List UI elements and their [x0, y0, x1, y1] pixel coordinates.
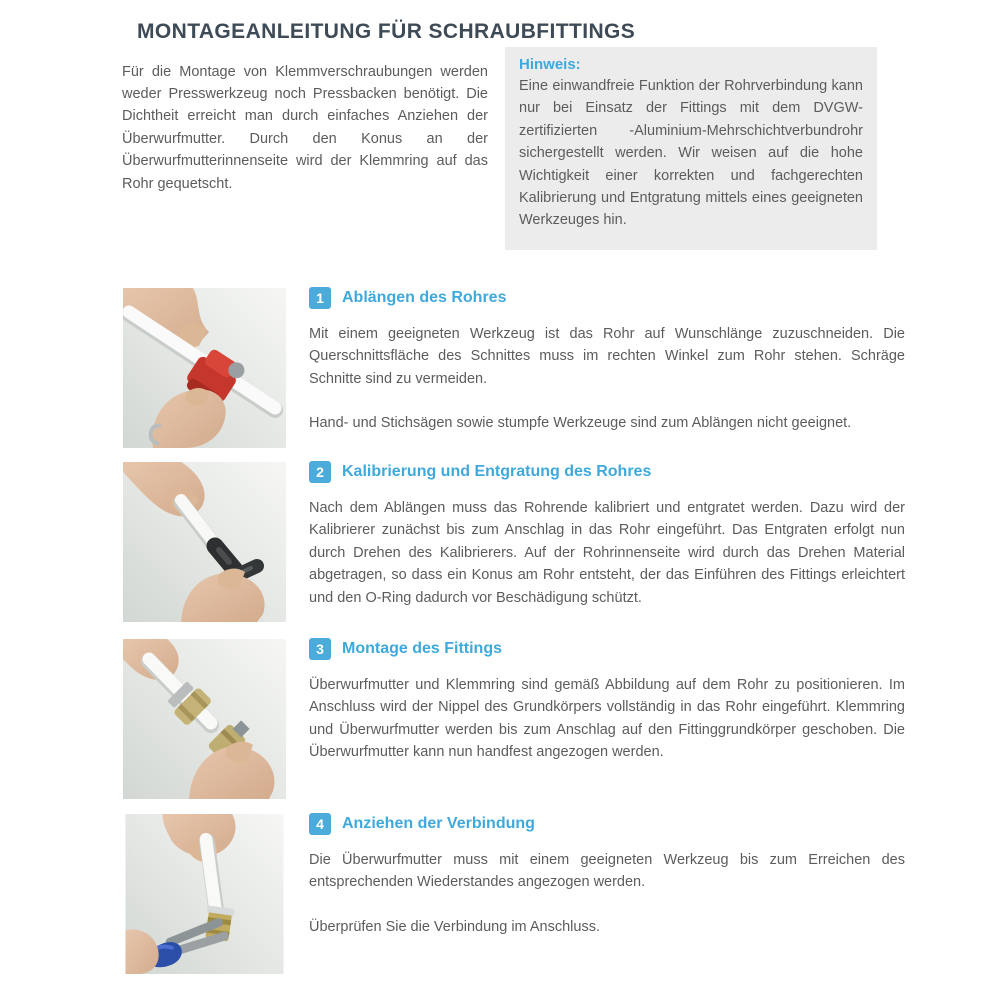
intro-paragraph: Für die Montage von Klemmverschraubungen werden weder Presswerkzeug noch Pressbacken benötigt. Die Dichtheit erreicht man durch einfaches Anziehen der Überwurfmutter. Durch den Konus an der Überwurfmutterinnenseite wird der Klemmring auf das Rohr gequetscht. — [122, 63, 488, 192]
step-heading: Kalibrierung und Entgratung des Rohres — [342, 463, 652, 480]
step-paragraph: Mit einem geeigneten Werkzeug ist das Rohr auf Wunschlänge zuzuschneiden. Die Querschnittsfläche des Schnittes muss im rechten Winkel zum Rohr stehen. Schräge Schnitte sind zu vermeiden. — [309, 326, 905, 387]
step-number-badge: 2 — [309, 461, 331, 483]
step-paragraph: Die Überwurfmutter muss mit einem geeigneten Werkzeug bis zum Erreichen des entsprechenden Wiederstandes angezogen werden. — [309, 852, 905, 891]
pipe-calibration-photo — [123, 462, 286, 622]
step-paragraph: Nach dem Ablängen muss das Rohrende kalibriert und entgratet werden. Dazu wird der Kalibrierer zunächst bis zum Anschlag in das Rohr eingeführt. Das Entgraten erfolgt nun durch Drehen des Kalibrierers. Auf der Rohrinnenseite wird durch das Drehen Material abgetragen, so dass ein Konus am Rohr entsteht, der das Einführen des Fittings erleichtert und den O-Ring dadurch vor Beschädigung schützt. — [309, 500, 905, 606]
note-body: Eine einwandfreie Funktion der Rohrverbindung kann nur bei Einsatz der Fittings mit dem DVGW-zertifizierten -Aluminium-Mehrschichtverbundrohr sichergestellt werden. Wir weisen auf die hohe Wichtigkeit einer korrekten und fachgerechten Kalibrierung und Entgratung mittels eines geeigneten Werkzeuges hin. — [519, 78, 863, 229]
step-number-badge: 1 — [309, 287, 331, 309]
step-paragraph: Überprüfen Sie die Verbindung im Anschluss. — [309, 918, 600, 935]
fitting-assembly-photo — [123, 639, 286, 799]
step-heading: Montage des Fittings — [342, 640, 502, 657]
step-body — [309, 674, 905, 764]
step-number-badge: 4 — [309, 813, 331, 835]
pipe-cutting-photo — [123, 288, 286, 448]
step-number-badge: 3 — [309, 638, 331, 660]
step-heading: Ablängen des Rohres — [342, 289, 507, 306]
step-body — [309, 497, 905, 609]
page-title: MONTAGEANLEITUNG FÜR SCHRAUBFITTINGS — [137, 20, 636, 44]
connection-tightening-photo — [123, 814, 286, 974]
step-heading: Anziehen der Verbindung — [342, 815, 535, 832]
step-body — [309, 849, 905, 938]
note-label: Hinweis: — [519, 56, 581, 73]
step-paragraph: Überwurfmutter und Klemmring sind gemäß Abbildung auf dem Rohr zu positionieren. Im Anschluss wird der Nippel des Grundkörpers vollständig in das Rohr eingeführt. Klemmring und Überwurfmutter werden bis zum Anschlag auf den Fittinggrundkörper geschoben. Die Überwurfmutter kann nun handfest angezogen werden. — [309, 677, 905, 761]
step-body — [309, 323, 905, 435]
note-box — [505, 47, 877, 250]
step-paragraph: Hand- und Stichsägen sowie stumpfe Werkzeuge sind zum Ablängen nicht geeignet. — [309, 415, 852, 432]
